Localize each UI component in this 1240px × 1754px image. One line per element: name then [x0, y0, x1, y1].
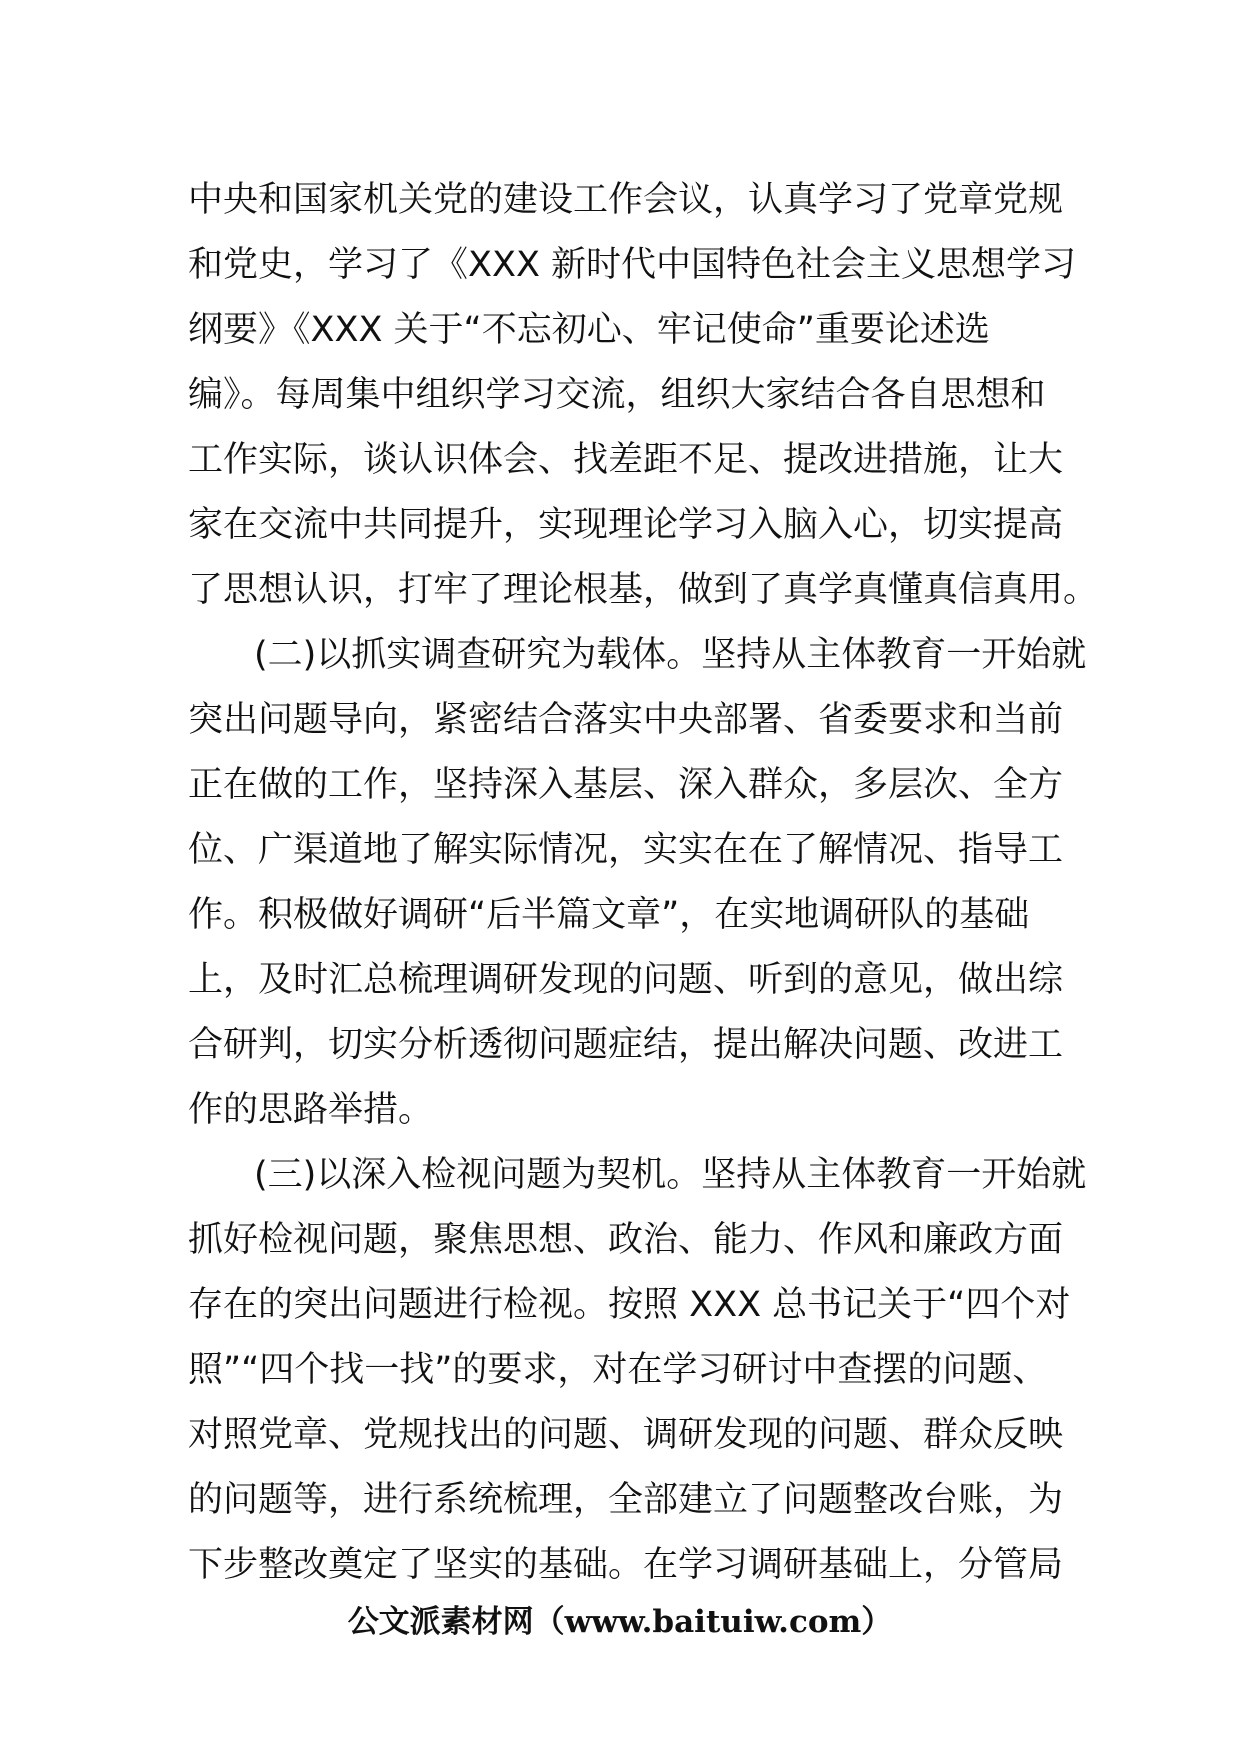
- paragraph-heading-line: (二)以抓实调查研究为载体。坚持从主体教育一开始就: [254, 635, 1087, 675]
- text-line: 位、广渠道地了解实际情况，实实在在了解情况、指导工: [188, 830, 1064, 870]
- text-line: 作的思路举措。: [188, 1090, 434, 1130]
- text-line: 突出问题导向，紧密结合落实中央部署、省委要求和当前: [188, 700, 1064, 740]
- paragraph-heading-line: (三)以深入检视问题为契机。坚持从主体教育一开始就: [254, 1155, 1087, 1195]
- text-line: 对照党章、党规找出的问题、调研发现的问题、群众反映: [188, 1415, 1064, 1455]
- footer-source-label: 公文派素材网（www.baituiw.com）: [347, 1604, 893, 1640]
- text-line: 正在做的工作，坚持深入基层、深入群众，多层次、全方: [188, 765, 1064, 805]
- text-line: 下步整改奠定了坚实的基础。在学习调研基础上，分管局: [188, 1545, 1064, 1585]
- text-line: 合研判，切实分析透彻问题症结，提出解决问题、改进工: [188, 1025, 1064, 1065]
- text-line: 作。积极做好调研“后半篇文章”，在实地调研队的基础: [188, 895, 1030, 935]
- text-line: 和党史，学习了《XXX 新时代中国特色社会主义思想学习: [188, 245, 1077, 285]
- text-line: 工作实际，谈认识体会、找差距不足、提改进措施，让大: [188, 440, 1064, 480]
- text-line: 编》。每周集中组织学习交流，组织大家结合各自思想和: [188, 375, 1046, 415]
- text-line: 家在交流中共同提升，实现理论学习入脑入心，切实提高: [188, 505, 1064, 545]
- text-line: 了思想认识，打牢了理论根基，做到了真学真懂真信真用。: [188, 570, 1099, 610]
- text-line: 存在的突出问题进行检视。按照 XXX 总书记关于“四个对: [188, 1285, 1071, 1325]
- text-line: 抓好检视问题，聚焦思想、政治、能力、作风和廉政方面: [188, 1220, 1064, 1260]
- text-line: 的问题等，进行系统梳理，全部建立了问题整改台账，为: [188, 1480, 1064, 1520]
- text-line: 纲要》《XXX 关于“不忘初心、牢记使命”重要论述选: [188, 310, 990, 350]
- text-line: 上，及时汇总梳理调研发现的问题、听到的意见，做出综: [188, 960, 1064, 1000]
- document-body: [188, 168, 1099, 1598]
- text-line: 照”“四个找一找”的要求，对在学习研讨中查摆的问题、: [188, 1350, 1048, 1390]
- text-line: 中央和国家机关党的建设工作会议，认真学习了党章党规: [188, 180, 1064, 220]
